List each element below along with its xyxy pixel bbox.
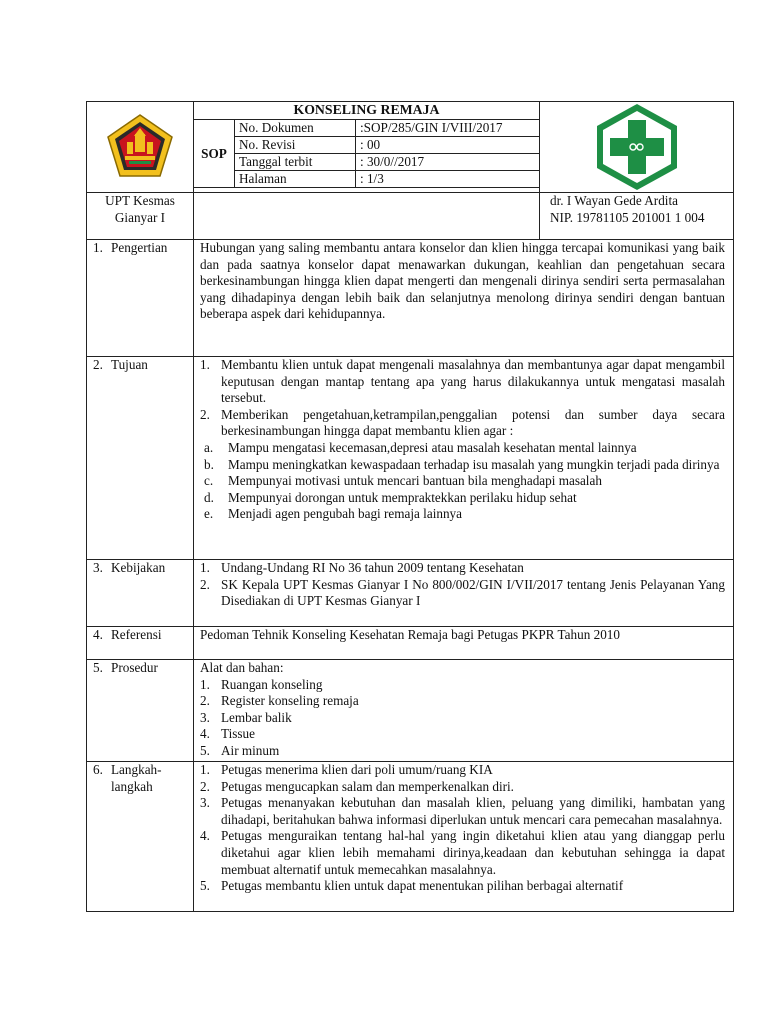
field-label-no-dokumen: No. Dokumen <box>235 120 356 137</box>
list-item: 2. Memberikan pengetahuan,ketrampilan,penggalian potensi dan sumber daya secara berkesinambungan hingga dapat membantu klien agar : a. Mampu mengatasi kecemasan,depresi atau masalah kesehatan mental lainnya b. Mampu meningkatkan kewaspadaan terhadap isu masalah yang mungkin terjadi pada dirinya c. Mempunyai motivasi untuk mencari bantuan bila menghadapi masalah d. Mempunyai dorongan untuk mempraktekkan perilaku hidup sehat e. Menjadi agen pengubah bagi remaja lainnya <box>200 406 725 522</box>
org-name-line1: UPT Kesmas <box>105 193 175 208</box>
org-name-line2: Gianyar I <box>114 209 166 225</box>
header-center-cell <box>194 102 540 193</box>
list-item: 4. Petugas menguraikan tentang hal-hal yang ingin diketahui klien atau yang dianggap perlu diketahui agar klien lebih memahami dirinya,keadaan dan kebutuhan sehingga ia dapat membuat alternatif untuk memecahkan masalahnya. <box>200 828 725 877</box>
sub-list-item: e. Menjadi agen pengubah bagi remaja lainnya <box>204 506 462 522</box>
section-langkah <box>87 762 734 912</box>
org-middle-cell <box>194 193 540 240</box>
section-number: 3. <box>93 560 103 575</box>
sub-list-item: a. Mampu mengatasi kecemasan,depresi atau masalah kesehatan mental lainnya <box>204 439 637 455</box>
document-title: KONSELING REMAJA <box>194 102 540 120</box>
org-cell <box>87 193 194 240</box>
list-item: 2. Petugas mengucapkan salam dan memperkenalkan diri. <box>200 778 514 794</box>
prosedur-intro: Alat dan bahan: <box>200 660 284 675</box>
section-kebijakan <box>87 560 734 627</box>
list-item: 5. Air minum <box>200 742 280 758</box>
left-logo-cell <box>87 102 194 193</box>
field-label-halaman: Halaman <box>235 171 356 188</box>
sop-label: SOP <box>194 120 235 188</box>
sub-list-item: b. Mampu meningkatkan kewaspadaan terhadap isu masalah yang mungkin terjadi pada dirinya <box>204 456 720 472</box>
section-label: Tujuan <box>111 357 148 372</box>
field-value-tanggal-terbit: : 30/0//2017 <box>356 154 540 171</box>
signer-name: dr. I Wayan Gede Ardita <box>550 193 678 208</box>
list-item-text: Memberikan pengetahuan,ketrampilan,penggalian potensi dan sumber daya secara berkesinambungan hingga dapat membantu klien agar : <box>221 406 725 439</box>
section-label: Kebijakan <box>111 560 166 575</box>
list-item: 2. SK Kepala UPT Kesmas Gianyar I No 800/002/GIN I/VII/2017 tentang Jenis Pelayanan Yang Disediakan di UPT Kesmas Gianyar I <box>200 576 725 609</box>
section-number: 6. <box>93 762 103 777</box>
list-item: 4. Tissue <box>200 726 255 742</box>
section-number: 4. <box>93 627 103 642</box>
sub-list-item: d. Mempunyai dorongan untuk mempraktekkan perilaku hidup sehat <box>204 489 577 505</box>
list-item: 1. Ruangan konseling <box>200 676 323 692</box>
section-label: Prosedur <box>111 660 158 675</box>
section-tujuan <box>87 357 734 560</box>
section-label: Pengertian <box>111 240 168 255</box>
section-prosedur <box>87 660 734 762</box>
section-label: Referensi <box>111 627 162 642</box>
right-logo-cell <box>540 102 734 193</box>
sop-table <box>86 101 734 912</box>
signer-cell <box>540 193 734 240</box>
puskesmas-logo-icon <box>589 102 685 192</box>
section-number: 2. <box>93 357 103 372</box>
section-label-cont: langkah <box>111 778 153 794</box>
field-value-no-revisi: : 00 <box>356 137 540 154</box>
field-label-tanggal-terbit: Tanggal terbit <box>235 154 356 171</box>
list-item: 2. Register konseling remaja <box>200 693 359 709</box>
section-label: Langkah- <box>111 762 162 777</box>
section-referensi <box>87 627 734 660</box>
list-item: 1. Petugas menerima klien dari poli umum/ruang KIA <box>200 762 493 777</box>
list-item: 5. Petugas membantu klien untuk dapat menentukan pilihan berbagai alternatif <box>200 878 624 894</box>
section-pengertian <box>87 240 734 357</box>
list-item: 1. Undang-Undang RI No 36 tahun 2009 tentang Kesehatan <box>200 560 524 575</box>
field-value-halaman: : 1/3 <box>356 171 540 188</box>
list-item: 3. Petugas menanyakan kebutuhan dan masalah klien, peluang yang dimiliki, hambatan yang dihadapi, beritahukan bahwa informasi diperlukan untuk mencari cara pemecahan masalahnya. <box>200 795 725 827</box>
section-number: 1. <box>93 240 103 255</box>
referensi-text: Pedoman Tehnik Konseling Kesehatan Remaja bagi Petugas PKPR Tahun 2010 <box>194 627 734 660</box>
field-value-no-dokumen: :SOP/285/GIN I/VIII/2017 <box>356 120 540 137</box>
list-item: 1. Membantu klien untuk dapat mengenali masalahnya dan membantunya agar dapat mengambil keputusan dengan mantap tentang apa yang harus dilakukannya untuk mengatasi masalah tersebut. <box>200 357 725 406</box>
list-item-text: Membantu klien untuk dapat mengenali masalahnya dan membantunya agar dapat mengambil keputusan dengan mantap tentang apa yang harus dilakukannya untuk mengatasi masalah tersebut. <box>221 357 725 406</box>
signer-nip: NIP. 19781105 201001 1 004 <box>550 209 705 225</box>
gianyar-emblem-icon <box>105 112 175 182</box>
pengertian-text: Hubungan yang saling membantu antara konselor dan klien hingga tercapai komunikasi yang baik dan pada saatnya konselor dapat menawarkan dukungan, keahlian dan pengetahuan secara berkesinambungan hingga klien dapat mengerti dan mengenali dirinya sendiri serta permasalahan yang dihadapinya dengan lebih baik dan selanjutnya menolong dirinya sendiri dengan bantuan beberapa aspek dari kehidupannya. <box>194 240 734 357</box>
field-label-no-revisi: No. Revisi <box>235 137 356 154</box>
section-number: 5. <box>93 660 103 675</box>
list-item: 3. Lembar balik <box>200 709 292 725</box>
sub-list-item: c. Mempunyai motivasi untuk mencari bantuan bila menghadapi masalah <box>204 473 602 489</box>
